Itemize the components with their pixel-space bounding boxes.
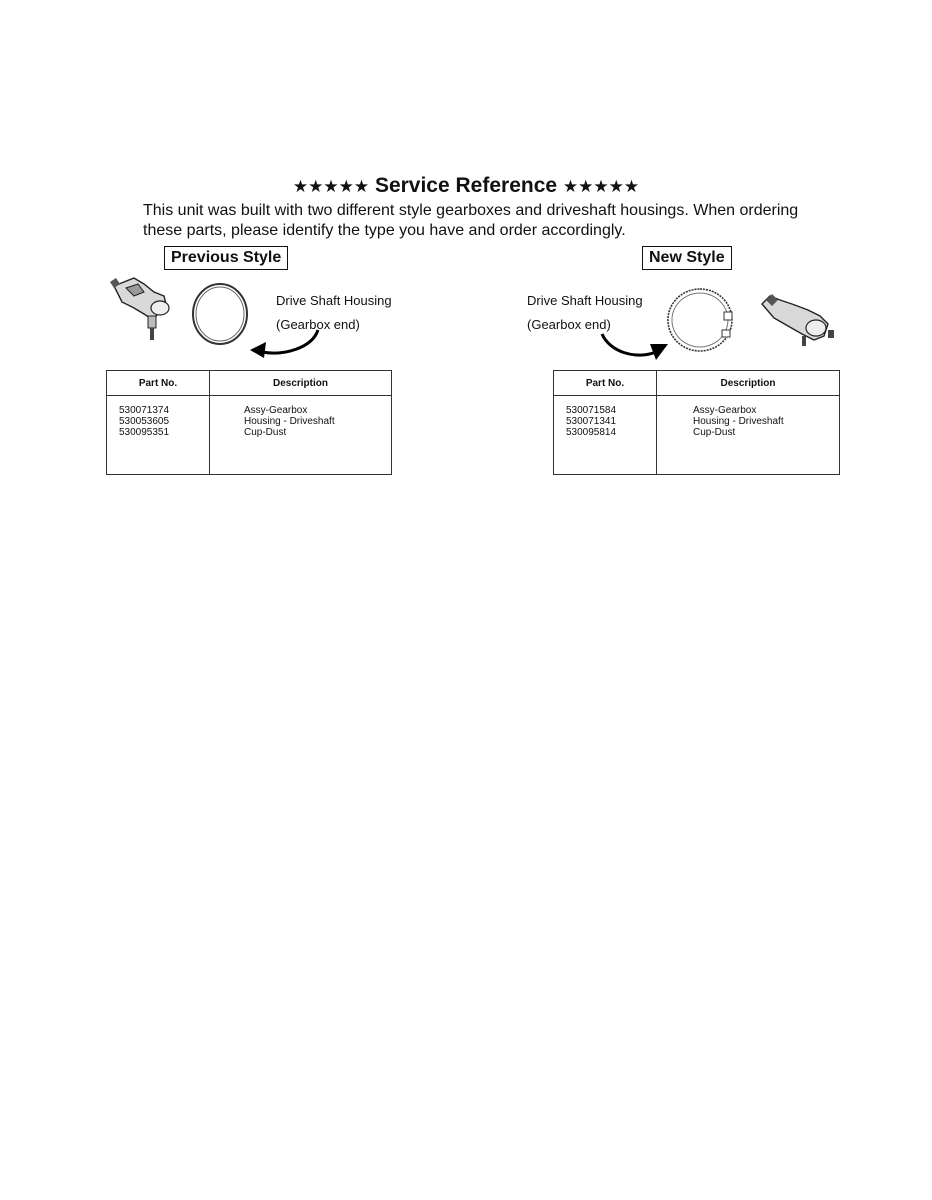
part-description: Cup-Dust xyxy=(693,427,736,438)
stars-right: ★★★★★ xyxy=(562,177,640,196)
part-description: Assy-Gearbox xyxy=(693,405,757,416)
table-row xyxy=(107,396,392,475)
part-number: 530053605 xyxy=(119,416,170,427)
previous-header-description: Description xyxy=(210,371,392,396)
table-row xyxy=(554,396,840,475)
new-caption-line1: Drive Shaft Housing xyxy=(527,293,643,308)
new-caption-line2: (Gearbox end) xyxy=(527,317,611,332)
part-description: Cup-Dust xyxy=(244,427,287,438)
previous-caption-line1: Drive Shaft Housing xyxy=(276,293,392,308)
previous-housing-ring-icon xyxy=(190,281,250,347)
part-description: Housing - Driveshaft xyxy=(693,416,784,427)
new-style-label: New Style xyxy=(642,246,732,270)
new-arrow-icon xyxy=(596,330,672,362)
part-number: 530071341 xyxy=(566,416,617,427)
part-number: 530095814 xyxy=(566,427,617,438)
previous-caption-line2: (Gearbox end) xyxy=(276,317,360,332)
previous-parts-table xyxy=(106,370,392,475)
new-header-description: Description xyxy=(657,371,840,396)
previous-header-part: Part No. xyxy=(107,371,210,396)
part-number: 530071584 xyxy=(566,405,617,416)
part-number: 530071374 xyxy=(119,405,170,416)
part-number: 530095351 xyxy=(119,427,170,438)
stars-left: ★★★★★ xyxy=(292,177,370,196)
previous-style-label: Previous Style xyxy=(164,246,288,270)
title-text: Service Reference xyxy=(374,174,558,197)
new-housing-ring-icon xyxy=(664,286,736,354)
previous-gearbox-icon xyxy=(104,274,184,346)
new-gearbox-icon xyxy=(758,290,840,348)
new-header-part: Part No. xyxy=(554,371,657,396)
previous-arrow-icon xyxy=(244,326,324,360)
intro-text: This unit was built with two different style gearboxes and driveshaft housings. When ordering these parts, please identify the type you have and order accordingly. xyxy=(143,202,799,239)
page-title xyxy=(0,174,932,198)
new-parts-table xyxy=(553,370,840,475)
part-description: Assy-Gearbox xyxy=(244,405,308,416)
part-description: Housing - Driveshaft xyxy=(244,416,335,427)
